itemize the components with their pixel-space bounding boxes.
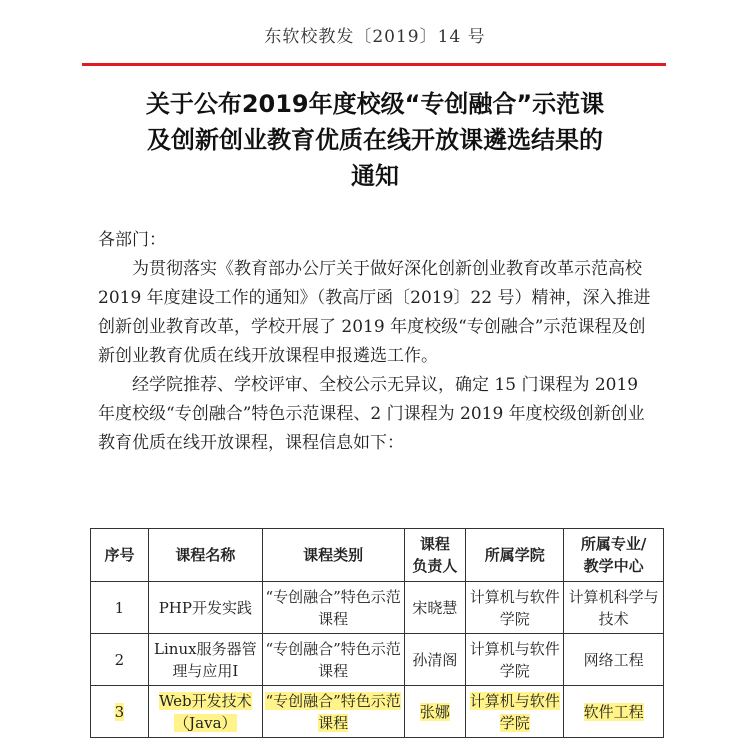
cell-leader: 宋晓慧 [404,582,466,634]
header-college: 所属学院 [466,529,564,582]
cell-leader [404,686,466,738]
table-header-row [91,529,664,582]
cell-major [564,686,664,738]
cell-course-name [148,686,262,738]
cell-course-name: PHP开发实践 [148,582,262,634]
header-major: 所属专业/ 教学中心 [564,529,664,582]
table-row-highlighted [91,686,664,738]
document-number: 东软校教发〔2019〕14 号 [264,27,486,47]
cell-no: 1 [91,582,149,634]
cell-category: “专创融合”特色示范课程 [262,634,404,686]
document-body [98,226,658,458]
cell-course-name: Linux服务器管理与应用I [148,634,262,686]
cell-major: 计算机科学与技术 [564,582,664,634]
paragraph-1: 为贯彻落实《教育部办公厅关于做好深化创新创业教育改革示范高校 2019 年度建设工作的通知》（教高厅函〔2019〕22 号）精神，深入推进创新创业教育改革，学校开展了 2019 年度校级“专创融合”示范课程及创新创业教育优质在线开放课程申报遴选工作。 [98,259,651,366]
title-line-2: 及创新创业教育优质在线开放课遴选结果的 [147,126,603,154]
course-table [90,528,664,738]
highlight-course-name: Web开发技术（Java） [158,691,252,732]
cell-major: 网络工程 [564,634,664,686]
header-course-name: 课程名称 [148,529,262,582]
table-row [91,634,664,686]
highlight-category: “专创融合”特色示范课程 [265,691,401,732]
cell-college: 计算机与软件学院 [466,634,564,686]
paragraph-2: 经学院推荐、学校评审、全校公示无异议，确定 15 门课程为 2019 年度校级“专创融合”特色示范课程、2 门课程为 2019 年度校级创新创业教育优质在线开放课程，课程信息如下： [98,375,645,453]
cell-no [91,686,149,738]
red-rule-divider [82,63,666,66]
cell-category: “专创融合”特色示范课程 [262,582,404,634]
highlight-no: 3 [114,702,125,721]
document-title [60,86,690,194]
cell-college: 计算机与软件学院 [466,582,564,634]
highlight-major: 软件工程 [583,702,644,721]
title-line-1: 关于公布2019年度校级“专创融合”示范课 [145,90,605,118]
title-line-3: 通知 [351,162,399,190]
salutation: 各部门： [98,230,166,250]
header-no: 序号 [91,529,149,582]
cell-college [466,686,564,738]
highlight-leader: 张娜 [419,702,450,721]
table-row [91,582,664,634]
header-category: 课程类别 [262,529,404,582]
header-leader: 课程 负责人 [404,529,466,582]
cell-no: 2 [91,634,149,686]
highlight-college: 计算机与软件学院 [469,691,560,732]
cell-leader: 孙清阁 [404,634,466,686]
cell-category [262,686,404,738]
